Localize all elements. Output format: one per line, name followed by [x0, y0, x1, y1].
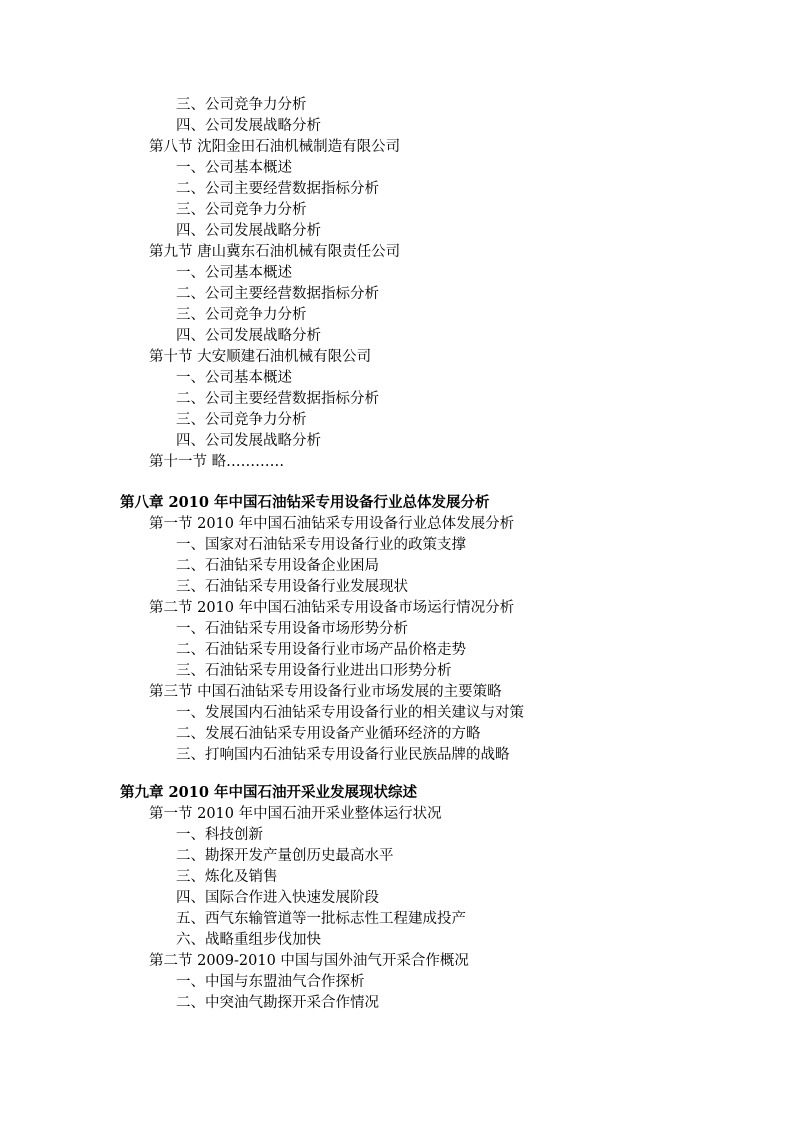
section-heading: 第一节 2010 年中国石油钻采专用设备行业总体发展分析 — [149, 516, 515, 532]
subsection-item: 一、科技创新 — [176, 827, 263, 843]
subsection-item: 一、国家对石油钻采专用设备行业的政策支撑 — [176, 537, 466, 553]
subsection-item: 三、炼化及销售 — [176, 869, 278, 885]
subsection-item: 三、打响国内石油钻采专用设备行业民族品牌的战略 — [176, 747, 510, 763]
subsection-item: 一、中国与东盟油气合作探析 — [176, 974, 365, 990]
subsection-item: 一、发展国内石油钻采专用设备行业的相关建议与对策 — [176, 705, 524, 721]
section-heading: 第十节 大安顺建石油机械有限公司 — [149, 349, 372, 365]
subsection-item: 四、公司发展战略分析 — [176, 118, 321, 134]
subsection-item: 五、西气东输管道等一批标志性工程建成投产 — [176, 911, 466, 927]
chapter-heading: 第九章 2010 年中国石油开采业发展现状综述 — [120, 784, 417, 801]
subsection-item: 四、国际合作进入快速发展阶段 — [176, 890, 379, 906]
subsection-item: 一、石油钻采专用设备市场形势分析 — [176, 621, 408, 637]
section-heading: 第一节 2010 年中国石油开采业整体运行状况 — [149, 806, 442, 822]
subsection-item: 三、公司竞争力分析 — [176, 202, 307, 218]
subsection-item: 一、公司基本概述 — [176, 265, 292, 281]
section-heading: 第十一节 略………… — [149, 454, 285, 470]
subsection-item: 三、公司竞争力分析 — [176, 97, 307, 113]
section-heading: 第三节 中国石油钻采专用设备行业市场发展的主要策略 — [149, 684, 502, 700]
subsection-item: 一、公司基本概述 — [176, 160, 292, 176]
subsection-item: 三、石油钻采专用设备行业进出口形势分析 — [176, 663, 452, 679]
section-heading: 第二节 2009-2010 中国与国外油气开采合作概况 — [149, 953, 469, 969]
subsection-item: 三、公司竞争力分析 — [176, 412, 307, 428]
subsection-item: 二、发展石油钻采专用设备产业循环经济的方略 — [176, 726, 481, 742]
subsection-item: 三、石油钻采专用设备行业发展现状 — [176, 579, 408, 595]
subsection-item: 四、公司发展战略分析 — [176, 433, 321, 449]
section-heading: 第八节 沈阳金田石油机械制造有限公司 — [149, 139, 401, 155]
subsection-item: 二、公司主要经营数据指标分析 — [176, 181, 379, 197]
subsection-item: 四、公司发展战略分析 — [176, 328, 321, 344]
section-heading: 第二节 2010 年中国石油钻采专用设备市场运行情况分析 — [149, 600, 515, 616]
subsection-item: 二、石油钻采专用设备行业市场产品价格走势 — [176, 642, 466, 658]
subsection-item: 三、公司竞争力分析 — [176, 307, 307, 323]
subsection-item: 二、中突油气勘探开采合作情况 — [176, 995, 379, 1011]
subsection-item: 一、公司基本概述 — [176, 370, 292, 386]
chapter-heading: 第八章 2010 年中国石油钻采专用设备行业总体发展分析 — [120, 494, 490, 511]
subsection-item: 二、石油钻采专用设备企业困局 — [176, 558, 379, 574]
subsection-item: 二、勘探开发产量创历史最高水平 — [176, 848, 394, 864]
subsection-item: 二、公司主要经营数据指标分析 — [176, 391, 379, 407]
subsection-item: 二、公司主要经营数据指标分析 — [176, 286, 379, 302]
section-heading: 第九节 唐山冀东石油机械有限责任公司 — [149, 244, 401, 260]
subsection-item: 六、战略重组步伐加快 — [176, 932, 321, 948]
subsection-item: 四、公司发展战略分析 — [176, 223, 321, 239]
